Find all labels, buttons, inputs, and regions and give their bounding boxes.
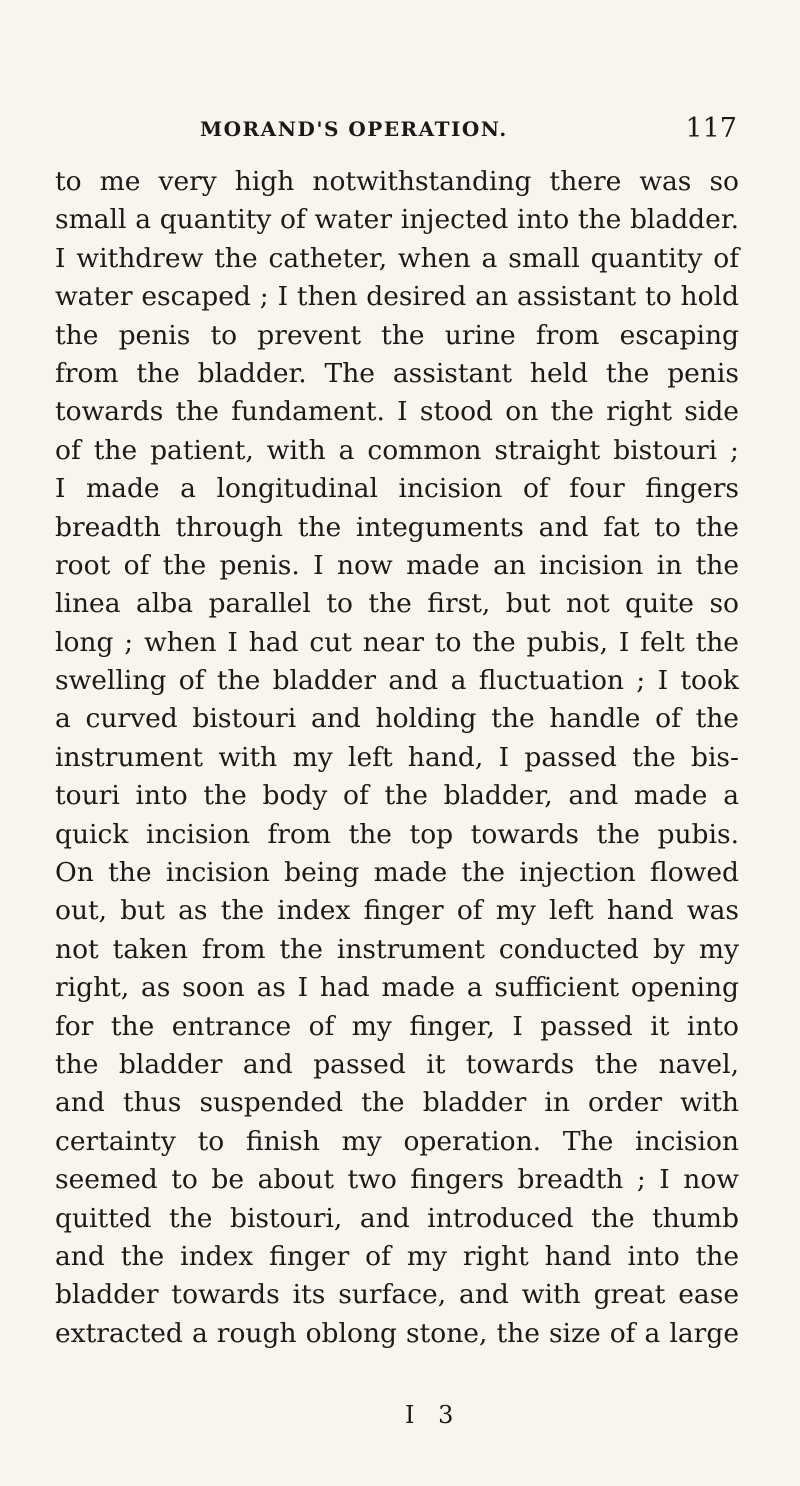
text-line: quick incision from the top towards the pubis. [55, 818, 739, 850]
page-number: 117 [685, 113, 737, 144]
text-line: the penis to prevent the urine from escaping [55, 319, 739, 351]
text-line: root of the penis. I now made an incision in the [55, 549, 739, 581]
text-line: bladder towards its surface, and with great ease [55, 1279, 739, 1311]
body-text [55, 163, 739, 1353]
text-line: touri into the body of the bladder, and made a [55, 780, 739, 812]
running-head [200, 113, 737, 157]
text-line: from the bladder. The assistant held the penis [55, 357, 739, 389]
text-line: breadth through the integuments and fat to the [55, 511, 739, 543]
text-line: certainty to finish my operation. The incision [55, 1125, 739, 1157]
text-line: the bladder and passed it towards the navel, [55, 1048, 739, 1080]
running-title: MORAND'S OPERATION. [200, 117, 508, 141]
text-line: a curved bistouri and holding the handle of the [55, 703, 739, 735]
text-line: quitted the bistouri, and introduced the thumb [55, 1202, 739, 1234]
text-line: On the incision being made the injection flowed [55, 857, 739, 889]
text-line: instrument with my left hand, I passed the bis- [55, 741, 739, 773]
text-line: seemed to be about two fingers breadth ; I now [55, 1164, 739, 1196]
text-line: long ; when I had cut near to the pubis, I felt the [55, 626, 739, 658]
text-line: I made a longitudinal incision of four fingers [55, 473, 739, 505]
text-line: for the entrance of my finger, I passed it into [55, 1010, 739, 1042]
text-line: not taken from the instrument conducted by my [55, 933, 739, 965]
text-line: extracted a rough oblong stone, the size of a large [55, 1317, 739, 1349]
text-line: I withdrew the catheter, when a small quantity of [55, 242, 739, 274]
signature-mark: I 3 [405, 1401, 462, 1429]
text-line: of the patient, with a common straight bistouri ; [55, 434, 739, 466]
text-line: swelling of the bladder and a fluctuation ; I took [55, 665, 739, 697]
text-line: to me very high notwithstanding there was so [55, 166, 739, 197]
text-line: small a quantity of water injected into the bladder. [55, 204, 739, 236]
text-line: right, as soon as I had made a sufficient opening [55, 972, 739, 1004]
text-line: water escaped ; I then desired an assistant to hold [55, 281, 739, 313]
text-line: linea alba parallel to the first, but not quite so [55, 588, 739, 620]
text-line: out, but as the index finger of my left hand was [55, 895, 739, 927]
text-line: and the index finger of my right hand into the [55, 1240, 739, 1272]
text-line: and thus suspended the bladder in order with [55, 1087, 739, 1119]
text-line: towards the fundament. I stood on the right side [55, 396, 739, 428]
